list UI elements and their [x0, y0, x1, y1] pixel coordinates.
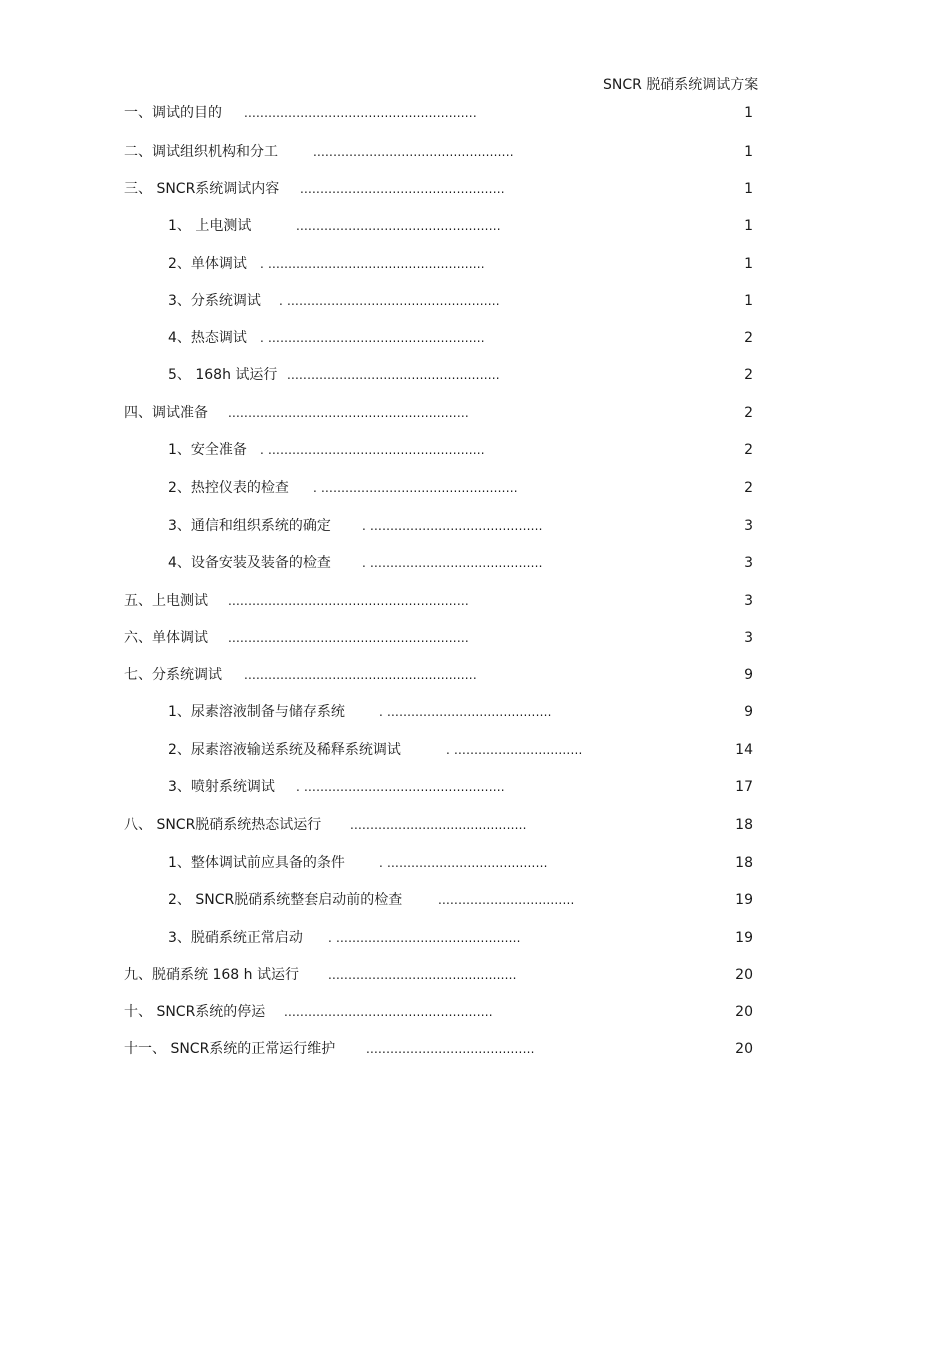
toc-entry-label: 1、整体调试前应具备的条件	[168, 855, 345, 871]
toc-page-number: 1	[744, 105, 753, 121]
toc-entry-label: 八、 SNCR脱硝系统热态试运行	[124, 817, 322, 833]
toc-entry-label: 九、脱硝系统 168 h 试运行	[124, 967, 299, 983]
toc-page-number: 20	[735, 1004, 753, 1020]
toc-page-number: 19	[735, 930, 753, 946]
toc-entry[interactable]	[0, 702, 950, 722]
toc-entry[interactable]	[0, 740, 950, 760]
toc-page-number: 1	[744, 256, 753, 272]
toc-entry[interactable]	[0, 777, 950, 797]
toc-leader-dots: . .................................................	[313, 481, 518, 495]
toc-entry-label: 1、安全准备	[168, 442, 247, 458]
toc-entry-label: 七、分系统调试	[124, 667, 222, 683]
toc-entry-label: 2、尿素溶液输送系统及稀释系统调试	[168, 742, 401, 758]
toc-leader-dots: ..................................	[438, 893, 575, 907]
toc-leader-dots: ...................................................	[296, 219, 501, 233]
toc-entry[interactable]	[0, 1002, 950, 1022]
toc-leader-dots: ....................................................	[284, 1005, 493, 1019]
toc-page-number: 2	[744, 405, 753, 421]
toc-entry-label: 四、调试准备	[124, 405, 208, 421]
toc-leader-dots: . ......................................................	[260, 443, 485, 457]
toc-page-number: 1	[744, 293, 753, 309]
toc-page-number: 14	[735, 742, 753, 758]
toc-leader-dots: . ...........................................	[362, 519, 543, 533]
toc-page-number: 20	[735, 967, 753, 983]
toc-page-number: 2	[744, 367, 753, 383]
toc-entry[interactable]	[0, 179, 950, 199]
toc-leader-dots: ...............................................	[328, 968, 517, 982]
toc-page-number: 17	[735, 779, 753, 795]
toc-leader-dots: ............................................................	[228, 406, 469, 420]
toc-leader-dots: . ...........................................	[362, 556, 543, 570]
toc-page-number: 20	[735, 1041, 753, 1057]
toc-leader-dots: . .....................................................	[279, 294, 500, 308]
toc-entry[interactable]	[0, 965, 950, 985]
toc-leader-dots: ............................................	[350, 818, 527, 832]
toc-entry-label: 三、 SNCR系统调试内容	[124, 181, 280, 197]
toc-leader-dots: .....................................................	[287, 368, 500, 382]
toc-entry-label: 4、热态调试	[168, 330, 247, 346]
toc-entry-label: 1、 上电测试	[168, 218, 252, 234]
toc-page-number: 9	[744, 667, 753, 683]
toc-entry-label: 4、设备安装及装备的检查	[168, 555, 331, 571]
toc-entry-label: 3、脱硝系统正常启动	[168, 930, 303, 946]
toc-page-number: 19	[735, 892, 753, 908]
toc-entry-label: 1、尿素溶液制备与储存系统	[168, 704, 345, 720]
toc-entry-label: 3、喷射系统调试	[168, 779, 275, 795]
toc-entry[interactable]	[0, 103, 950, 123]
toc-leader-dots: . ......................................................	[260, 257, 485, 271]
toc-entry[interactable]	[0, 853, 950, 873]
toc-leader-dots: ............................................................	[228, 594, 469, 608]
toc-page-number: 18	[735, 817, 753, 833]
toc-leader-dots: . ........................................	[379, 856, 548, 870]
toc-entry-label: 五、上电测试	[124, 593, 208, 609]
toc-entry[interactable]	[0, 553, 950, 573]
toc-page-number: 2	[744, 480, 753, 496]
toc-entry[interactable]	[0, 928, 950, 948]
toc-entry-label: 二、调试组织机构和分工	[124, 144, 278, 160]
toc-page-number: 1	[744, 144, 753, 160]
toc-entry-label: 3、通信和组织系统的确定	[168, 518, 331, 534]
toc-leader-dots: . ..................................................	[296, 780, 505, 794]
toc-entry[interactable]	[0, 365, 950, 385]
toc-leader-dots: . ..............................................	[328, 931, 521, 945]
toc-page-number: 2	[744, 442, 753, 458]
toc-page-number: 2	[744, 330, 753, 346]
toc-entry[interactable]	[0, 403, 950, 423]
page-header-title: SNCR 脱硝系统调试方案	[603, 77, 759, 93]
toc-entry[interactable]	[0, 516, 950, 536]
toc-entry[interactable]	[0, 440, 950, 460]
toc-entry-label: 5、 168h 试运行	[168, 367, 278, 383]
toc-page-number: 3	[744, 518, 753, 534]
toc-entry[interactable]	[0, 1039, 950, 1059]
toc-leader-dots: ............................................................	[228, 631, 469, 645]
toc-page-number: 3	[744, 630, 753, 646]
toc-entry[interactable]	[0, 591, 950, 611]
toc-entry-label: 2、 SNCR脱硝系统整套启动前的检查	[168, 892, 403, 908]
toc-entry-label: 2、热控仪表的检查	[168, 480, 289, 496]
toc-page-number: 1	[744, 218, 753, 234]
toc-entry-label: 一、调试的目的	[124, 105, 222, 121]
toc-page-number: 1	[744, 181, 753, 197]
toc-leader-dots: ..................................................	[313, 145, 514, 159]
toc-entry[interactable]	[0, 628, 950, 648]
toc-entry[interactable]	[0, 254, 950, 274]
toc-entry-label: 十、 SNCR系统的停运	[124, 1004, 266, 1020]
toc-leader-dots: ...................................................	[300, 182, 505, 196]
toc-entry-label: 3、分系统调试	[168, 293, 261, 309]
toc-leader-dots: ..........................................................	[244, 106, 477, 120]
toc-leader-dots: . ................................	[446, 743, 583, 757]
toc-entry[interactable]	[0, 216, 950, 236]
toc-leader-dots: . ......................................................	[260, 331, 485, 345]
toc-leader-dots: ..........................................	[366, 1042, 535, 1056]
toc-entry-label: 六、单体调试	[124, 630, 208, 646]
toc-entry[interactable]	[0, 142, 950, 162]
toc-entry-label: 2、单体调试	[168, 256, 247, 272]
toc-leader-dots: . .........................................	[379, 705, 552, 719]
toc-leader-dots: ..........................................................	[244, 668, 477, 682]
toc-page-number: 3	[744, 555, 753, 571]
toc-entry[interactable]	[0, 328, 950, 348]
toc-page-number: 9	[744, 704, 753, 720]
toc-page-number: 3	[744, 593, 753, 609]
toc-entry[interactable]	[0, 815, 950, 835]
toc-entry[interactable]	[0, 291, 950, 311]
toc-entry-label: 十一、 SNCR系统的正常运行维护	[124, 1041, 336, 1057]
toc-entry[interactable]	[0, 665, 950, 685]
toc-entry[interactable]	[0, 478, 950, 498]
toc-page-number: 18	[735, 855, 753, 871]
toc-entry[interactable]	[0, 890, 950, 910]
